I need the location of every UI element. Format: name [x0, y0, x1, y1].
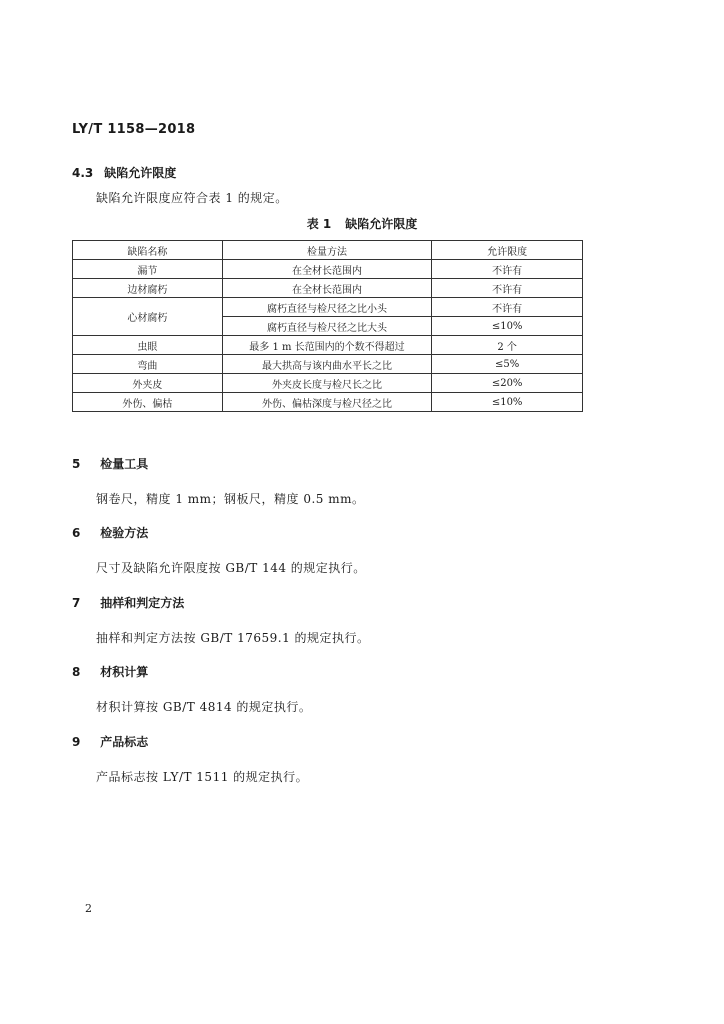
- section-title: 检验方法: [100, 526, 149, 540]
- section-body-9: 产品标志按 LY/T 1511 的规定执行。: [96, 770, 309, 784]
- section-body-6: 尺寸及缺陷允许限度按 GB/T 144 的规定执行。: [96, 561, 366, 575]
- cell-defect-name: 外伤、偏枯: [73, 393, 223, 412]
- cell-method: 在全材长范围内: [222, 260, 432, 279]
- cell-limit: 不许有: [432, 298, 583, 317]
- section-body-7: 抽样和判定方法按 GB/T 17659.1 的规定执行。: [96, 631, 370, 645]
- section-title: 材积计算: [100, 665, 149, 679]
- section-number: 5: [72, 457, 81, 471]
- cell-method: 腐朽直径与检尺径之比小头: [222, 298, 432, 317]
- table-row: [73, 279, 583, 298]
- page-number: 2: [85, 902, 92, 915]
- cell-limit: ≤10%: [432, 317, 583, 336]
- cell-defect-name: 边材腐朽: [73, 279, 223, 298]
- section-title: 抽样和判定方法: [100, 596, 185, 610]
- cell-method: 在全材长范围内: [222, 279, 432, 298]
- standard-code: LY/T 1158—2018: [72, 122, 196, 137]
- table-row: [73, 393, 583, 412]
- table-row: [73, 260, 583, 279]
- cell-defect-name: 外夹皮: [73, 374, 223, 393]
- section-number: 7: [72, 596, 81, 610]
- section-number: 8: [72, 665, 81, 679]
- table-caption: [0, 215, 724, 232]
- cell-method: 外夹皮长度与检尺长之比: [222, 374, 432, 393]
- cell-limit: ≤5%: [432, 355, 583, 374]
- section-number: 6: [72, 526, 81, 540]
- section-number: 4.3: [72, 166, 94, 180]
- section-number: 9: [72, 735, 81, 749]
- cell-limit: ≤10%: [432, 393, 583, 412]
- table-row: [73, 374, 583, 393]
- section-title: 缺陷允许限度: [104, 166, 177, 180]
- section-title: 检量工具: [100, 457, 149, 471]
- cell-method: 最大拱高与该内曲水平长之比: [222, 355, 432, 374]
- header-method: 检量方法: [222, 241, 432, 260]
- table-header-row: [73, 241, 583, 260]
- cell-method: 外伤、偏枯深度与检尺径之比: [222, 393, 432, 412]
- section-heading-4-3: [72, 164, 176, 181]
- section-heading-6: [72, 524, 148, 541]
- cell-method: 最多 1 m 长范围内的个数不得超过: [222, 336, 432, 355]
- header-limit: 允许限度: [432, 241, 583, 260]
- table-row: [73, 298, 583, 317]
- table-row: [73, 355, 583, 374]
- section-heading-8: [72, 663, 148, 680]
- section-heading-7: [72, 594, 184, 611]
- header-defect-name: 缺陷名称: [73, 241, 223, 260]
- cell-defect-name: 心材腐朽: [73, 298, 223, 336]
- section-body-4-3: 缺陷允许限度应符合表 1 的规定。: [96, 191, 288, 205]
- cell-limit: 不许有: [432, 279, 583, 298]
- table-caption-title: 缺陷允许限度: [345, 217, 418, 231]
- section-body-8: 材积计算按 GB/T 4814 的规定执行。: [96, 700, 312, 714]
- section-heading-9: [72, 733, 148, 750]
- cell-defect-name: 弯曲: [73, 355, 223, 374]
- section-title: 产品标志: [100, 735, 149, 749]
- cell-method: 腐朽直径与检尺径之比大头: [222, 317, 432, 336]
- cell-limit: 不许有: [432, 260, 583, 279]
- cell-defect-name: 虫眼: [73, 336, 223, 355]
- section-body-5: 钢卷尺，精度 1 mm；钢板尺，精度 0.5 mm。: [96, 492, 365, 506]
- section-heading-5: [72, 455, 148, 472]
- defect-limits-table: [72, 240, 583, 412]
- table-caption-label: 表 1: [306, 217, 332, 231]
- cell-limit: 2 个: [432, 336, 583, 355]
- cell-defect-name: 漏节: [73, 260, 223, 279]
- table-row: [73, 336, 583, 355]
- cell-limit: ≤20%: [432, 374, 583, 393]
